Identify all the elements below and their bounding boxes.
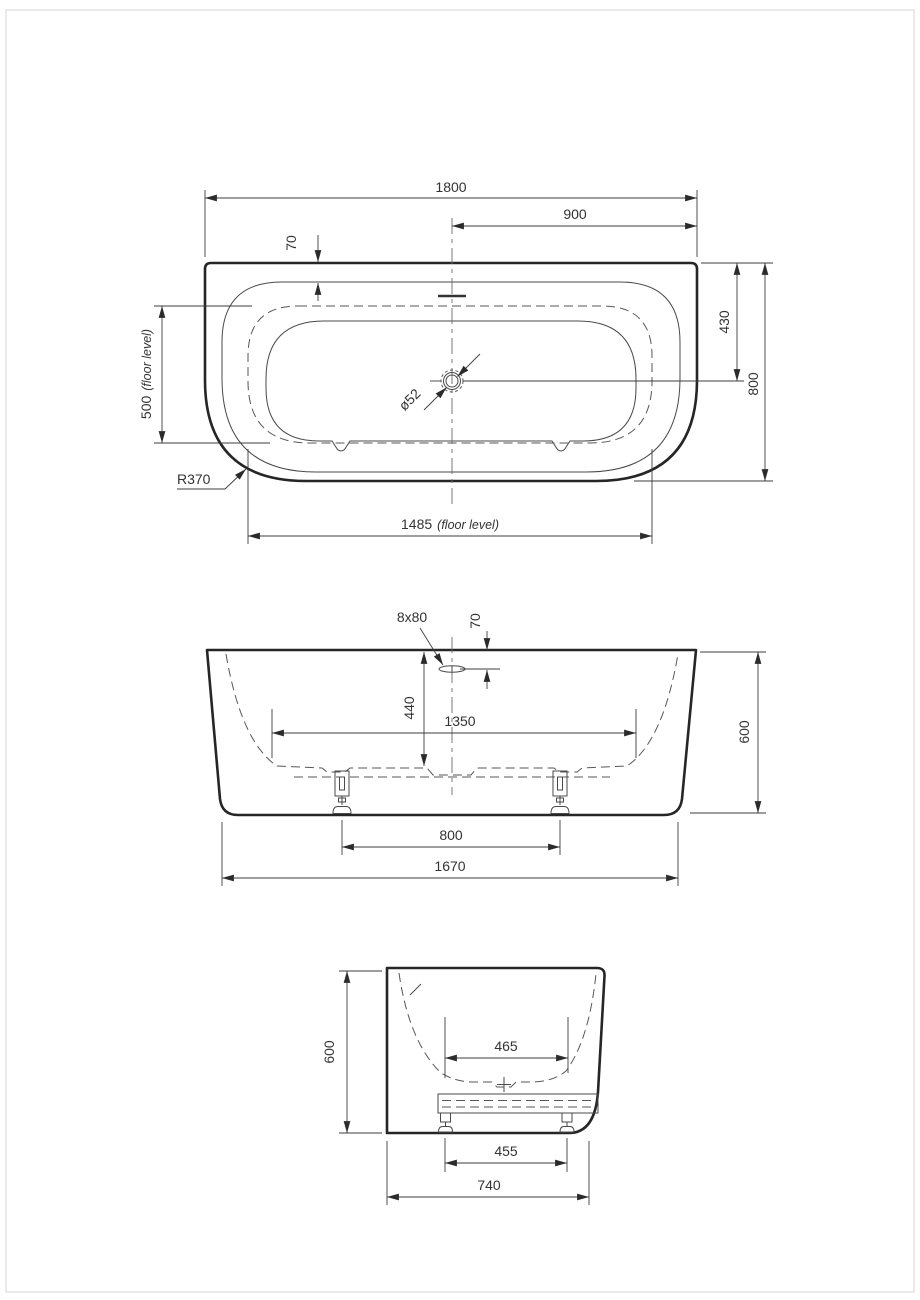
foot-pad: [551, 807, 569, 814]
dim-label-1670: 1670: [434, 858, 466, 874]
dimension-line: [424, 388, 447, 411]
dim-label-900: 900: [563, 206, 587, 222]
support-frame: [438, 1094, 598, 1132]
foot-bracket: [562, 1113, 572, 1122]
dim-label-1800: 1800: [435, 179, 467, 195]
dim-overall-width: [634, 263, 773, 481]
dim-label-1485-floor-level: 1485 (floor level): [401, 516, 499, 532]
dim-label-440: 440: [401, 696, 417, 720]
foot-bracket: [335, 771, 349, 796]
dim-label-455: 455: [494, 1143, 518, 1159]
foot-bracket: [441, 1113, 451, 1122]
dim-overall-length: [205, 179, 697, 257]
foot-bracket-inner: [340, 777, 345, 790]
plan-view: [138, 179, 773, 544]
dim-label-740: 740: [477, 1177, 501, 1193]
front-view: [207, 609, 766, 886]
dim-inner-length: [272, 709, 636, 758]
leader-line: [420, 628, 443, 665]
dim-label-600: 600: [736, 720, 752, 744]
dim-feet-spacing: [445, 1138, 567, 1172]
foot-bracket: [553, 771, 567, 796]
drain-mark: [497, 1077, 511, 1092]
dim-floor-length: [248, 449, 652, 544]
dim-label-430: 430: [716, 310, 732, 334]
dim-label-800: 800: [439, 827, 463, 843]
dim-base-width: [387, 1141, 589, 1205]
dim-label-drain-diameter: ø52: [395, 385, 424, 414]
foot-bracket-inner: [558, 777, 563, 790]
callout-drain-diameter: [395, 354, 480, 414]
dim-drain-from-back: [701, 263, 773, 381]
dim-feet-spacing: [342, 820, 560, 855]
dim-inner-depth: [401, 652, 424, 766]
dim-label-r370: R370: [177, 471, 211, 487]
frame-outline: [438, 1094, 598, 1113]
side-view: [321, 968, 605, 1205]
adjustable-foot-left: [333, 771, 351, 814]
frame-foot-left: [439, 1113, 453, 1132]
inner-profile-contour: [399, 973, 596, 1087]
callout-overflow-slot: [397, 609, 443, 665]
dim-label-800: 800: [745, 372, 761, 396]
basin-contour: [266, 321, 636, 451]
dim-height: [321, 971, 382, 1133]
frame-foot-right: [560, 1113, 574, 1132]
dim-height: [690, 652, 766, 813]
overflow-tick: [410, 984, 421, 995]
dim-label-500-floor-level: 500(floor level): [138, 328, 154, 420]
dim-label-70: 70: [283, 235, 299, 251]
dim-label-465: 465: [494, 1038, 518, 1054]
dim-label-600: 600: [321, 1040, 337, 1064]
dim-label-8x80: 8x80: [396, 609, 428, 625]
dim-label-70: 70: [467, 613, 483, 629]
dimension-line: [458, 354, 481, 377]
callout-corner-radius: [177, 469, 246, 489]
dim-rim-width: [283, 235, 318, 301]
foot-pad: [560, 1127, 574, 1133]
tub-outline: [207, 650, 696, 815]
dim-inner-width: [445, 1017, 568, 1078]
foot-pad: [333, 807, 351, 814]
dim-label-1350: 1350: [444, 713, 476, 729]
foot-pad: [439, 1127, 453, 1133]
floor-footprint-contour: [248, 306, 652, 443]
dim-center-to-end: [452, 206, 697, 226]
